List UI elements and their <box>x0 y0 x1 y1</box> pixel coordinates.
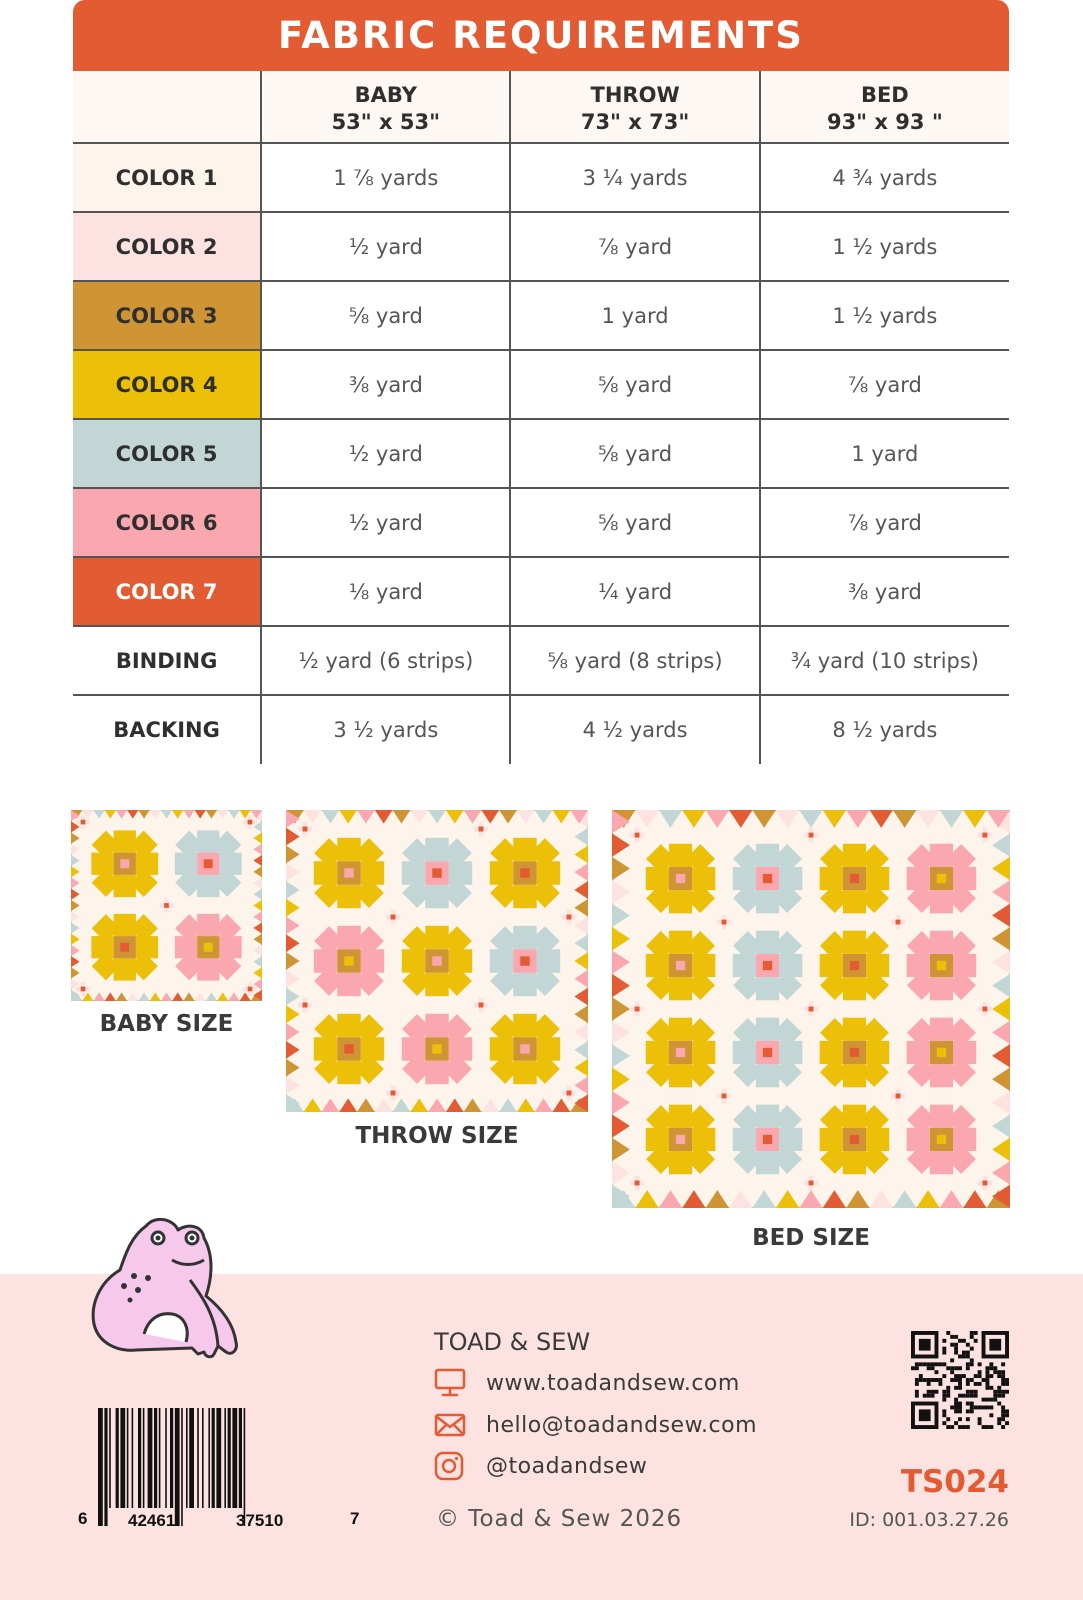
fabric-table <box>73 71 1009 764</box>
table-row <box>73 419 1009 488</box>
table-row <box>73 488 1009 557</box>
header-throw-name: THROW <box>590 82 680 107</box>
table-cell: ¼ yard <box>510 557 759 626</box>
header-baby <box>261 71 510 143</box>
table-cell: 1 yard <box>510 281 759 350</box>
header-throw-size: 73" x 73" <box>580 109 690 134</box>
header-bed <box>760 71 1009 143</box>
envelope-icon <box>434 1410 468 1440</box>
table-row <box>73 143 1009 212</box>
table-row <box>73 626 1009 695</box>
brand-name: TOAD & SEW <box>434 1328 591 1356</box>
baby-size-label: BABY SIZE <box>99 1011 234 1037</box>
barcode-digit-first: 6 <box>78 1509 88 1528</box>
table-cell: ⅜ yard <box>760 557 1009 626</box>
instagram-icon <box>434 1451 468 1481</box>
row-label: BINDING <box>73 626 261 695</box>
header-throw <box>510 71 759 143</box>
row-label: COLOR 4 <box>73 350 261 419</box>
row-label: COLOR 6 <box>73 488 261 557</box>
table-cell: 3 ¼ yards <box>510 143 759 212</box>
table-cell: 3 ½ yards <box>261 695 510 764</box>
barcode-digit-last: 7 <box>350 1509 360 1528</box>
copyright-text: © Toad & Sew 2026 <box>436 1506 683 1532</box>
table-row <box>73 695 1009 764</box>
row-label: BACKING <box>73 695 261 764</box>
table-cell: 8 ½ yards <box>760 695 1009 764</box>
row-label: COLOR 7 <box>73 557 261 626</box>
row-label: COLOR 5 <box>73 419 261 488</box>
table-row <box>73 350 1009 419</box>
website-contact[interactable] <box>434 1368 740 1398</box>
header-bed-name: BED <box>860 82 909 107</box>
table-cell: ¾ yard (10 strips) <box>760 626 1009 695</box>
toad-mascot-icon <box>86 1216 246 1370</box>
instagram-contact[interactable] <box>434 1451 647 1481</box>
monitor-icon <box>434 1368 468 1398</box>
table-cell: ⅝ yard <box>510 419 759 488</box>
table-row <box>73 212 1009 281</box>
table-cell: 4 ¾ yards <box>760 143 1009 212</box>
throw-quilt-image <box>286 810 588 1112</box>
barcode-digits-right: 37510 <box>236 1511 284 1528</box>
product-sku: TS024 <box>900 1464 1009 1500</box>
header-bed-size: 93" x 93 " <box>826 109 943 134</box>
table-title: FABRIC REQUIREMENTS <box>73 0 1009 71</box>
table-cell: ⅞ yard <box>760 488 1009 557</box>
table-cell: ½ yard (6 strips) <box>261 626 510 695</box>
header-empty-cell <box>73 71 261 143</box>
table-cell: ½ yard <box>261 419 510 488</box>
bed-size-label: BED SIZE <box>752 1225 870 1251</box>
table-cell: ⅜ yard <box>261 350 510 419</box>
row-label: COLOR 2 <box>73 212 261 281</box>
table-cell: ⅞ yard <box>760 350 1009 419</box>
baby-quilt-image <box>71 810 262 1001</box>
table-header-row <box>73 71 1009 143</box>
table-cell: 4 ½ yards <box>510 695 759 764</box>
table-cell: 1 yard <box>760 419 1009 488</box>
table-cell: 1 ½ yards <box>760 212 1009 281</box>
email-link[interactable]: hello@toadandsew.com <box>486 1412 758 1438</box>
row-label: COLOR 3 <box>73 281 261 350</box>
row-label: COLOR 1 <box>73 143 261 212</box>
table-cell: ⅝ yard <box>261 281 510 350</box>
instagram-handle[interactable]: @toadandsew <box>486 1453 648 1479</box>
table-cell: ½ yard <box>261 212 510 281</box>
header-baby-size: 53" x 53" <box>331 109 441 134</box>
fabric-requirements-table <box>73 0 1009 764</box>
table-row <box>73 557 1009 626</box>
bed-quilt-image <box>612 810 1010 1208</box>
table-cell: 1 ½ yards <box>760 281 1009 350</box>
table-row <box>73 281 1009 350</box>
table-cell: ⅛ yard <box>261 557 510 626</box>
throw-size-label: THROW SIZE <box>355 1123 519 1149</box>
qr-code[interactable] <box>911 1331 1009 1433</box>
header-baby-name: BABY <box>354 82 417 107</box>
email-contact[interactable] <box>434 1410 757 1440</box>
product-barcode <box>76 1408 366 1532</box>
table-cell: ⅞ yard <box>510 212 759 281</box>
barcode-digits-left: 42461 <box>128 1511 176 1528</box>
table-cell: ⅝ yard (8 strips) <box>510 626 759 695</box>
table-cell: ⅝ yard <box>510 488 759 557</box>
table-cell: ½ yard <box>261 488 510 557</box>
website-link[interactable]: www.toadandsew.com <box>486 1370 740 1396</box>
product-id: ID: 001.03.27.26 <box>849 1509 1009 1531</box>
table-cell: ⅝ yard <box>510 350 759 419</box>
table-cell: 1 ⅞ yards <box>261 143 510 212</box>
